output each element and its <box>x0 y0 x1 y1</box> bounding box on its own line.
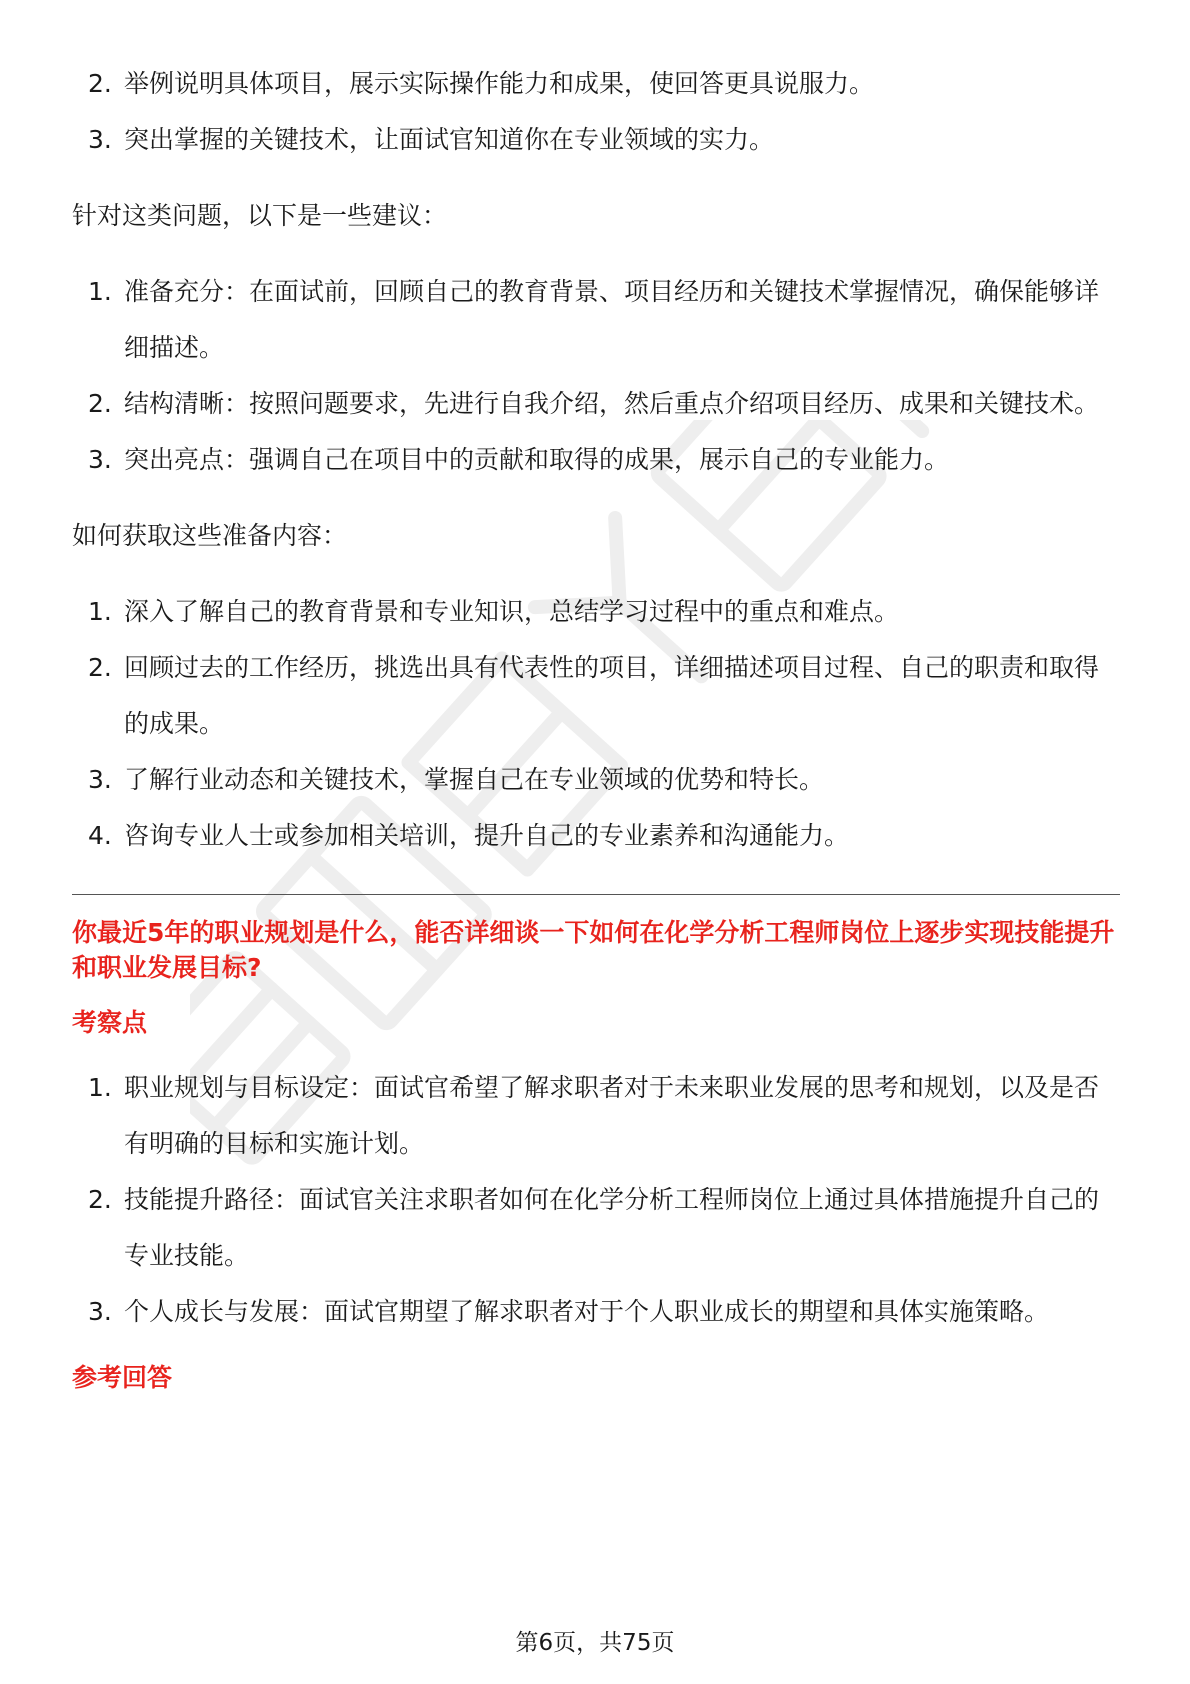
list-text: 突出掌握的关键技术，让面试官知道你在专业领域的实力。 <box>124 125 775 154</box>
reference-answer-heading: 参考回答 <box>72 1363 173 1392</box>
list-number: 3. <box>88 445 112 474</box>
list-number: 1. <box>88 277 112 306</box>
list-item <box>72 640 1122 752</box>
list-number: 2. <box>88 389 112 418</box>
list-text: 准备充分：在面试前，回顾自己的教育背景、项目经历和关键技术掌握情况，确保能够详细描述。 <box>124 277 1100 362</box>
list-number: 1. <box>88 597 112 626</box>
list-item <box>72 432 1122 488</box>
list-number: 2. <box>88 1185 112 1214</box>
list-text: 了解行业动态和关键技术，掌握自己在专业领域的优势和特长。 <box>124 765 825 794</box>
page-footer: 第6页，共75页 <box>515 1630 675 1656</box>
exam-points-heading: 考察点 <box>72 1008 148 1037</box>
list-item <box>72 584 1122 640</box>
list-item <box>72 1060 1122 1172</box>
list-number: 1. <box>88 1073 112 1102</box>
question-heading: 你最近5年的职业规划是什么，能否详细谈一下如何在化学分析工程师岗位上逐步实现技能提升和职业发展目标? <box>72 918 1115 982</box>
list-number: 2. <box>88 69 112 98</box>
list-text: 回顾过去的工作经历，挑选出具有代表性的项目，详细描述项目过程、自己的职责和取得的成果。 <box>124 653 1100 738</box>
list-text: 结构清晰：按照问题要求，先进行自我介绍，然后重点介绍项目经历、成果和关键技术。 <box>124 389 1100 418</box>
prepare-list <box>72 584 1122 864</box>
list-number: 2. <box>88 653 112 682</box>
list-item <box>72 376 1122 432</box>
list-item <box>72 264 1122 376</box>
list-text: 深入了解自己的教育背景和专业知识，总结学习过程中的重点和难点。 <box>124 597 900 626</box>
advice-intro: 针对这类问题，以下是一些建议： <box>72 201 448 230</box>
advice-list <box>72 264 1122 488</box>
list-number: 4. <box>88 821 112 850</box>
list-item <box>72 56 1122 112</box>
list-top <box>72 56 1122 168</box>
list-item <box>72 1172 1122 1284</box>
list-number: 3. <box>88 125 112 154</box>
list-item <box>72 1284 1122 1340</box>
list-item <box>72 112 1122 168</box>
list-number: 3. <box>88 765 112 794</box>
list-number: 3. <box>88 1297 112 1326</box>
list-text: 技能提升路径：面试官关注求职者如何在化学分析工程师岗位上通过具体措施提升自己的专业技能。 <box>124 1185 1100 1270</box>
list-text: 咨询专业人士或参加相关培训，提升自己的专业素养和沟通能力。 <box>124 821 850 850</box>
list-text: 突出亮点：强调自己在项目中的贡献和取得的成果，展示自己的专业能力。 <box>124 445 950 474</box>
list-text: 举例说明具体项目，展示实际操作能力和成果，使回答更具说服力。 <box>124 69 875 98</box>
content <box>72 56 1122 1415</box>
list-text: 个人成长与发展：面试官期望了解求职者对于个人职业成长的期望和具体实施策略。 <box>124 1297 1050 1326</box>
list-text: 职业规划与目标设定：面试官希望了解求职者对于未来职业发展的思考和规划，以及是否有明确的目标和实施计划。 <box>124 1073 1100 1158</box>
list-item <box>72 752 1122 808</box>
exam-points-list <box>72 1060 1122 1340</box>
list-item <box>72 808 1122 864</box>
section-divider <box>72 894 1120 895</box>
prepare-intro: 如何获取这些准备内容： <box>72 521 348 550</box>
